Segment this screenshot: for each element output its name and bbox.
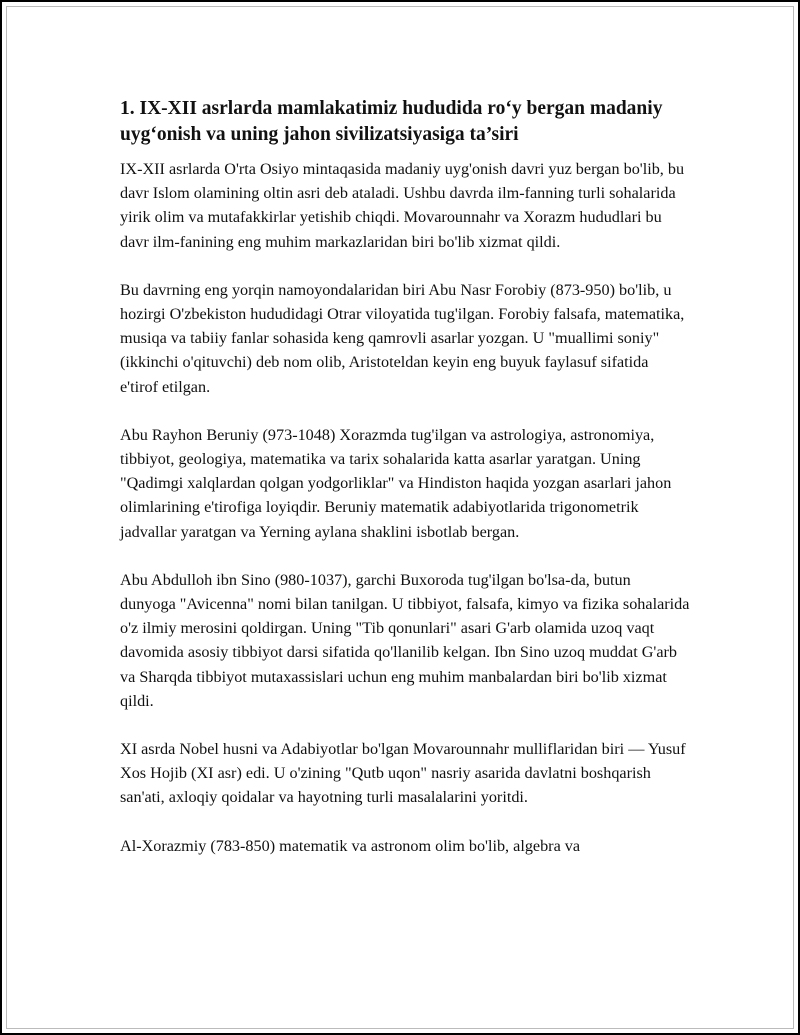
- paragraph-al-xorazmiy: Al-Xorazmiy (783-850) matematik va astronom olim bo'lib, algebra va: [120, 836, 581, 855]
- paragraph-golden-age: IX-XII asrlarda O'rta Osiyo mintaqasida madaniy uyg'onish davri yuz bergan bo'lib, bu davr Islom olamining oltin asri deb ataladi. Ushbu davrda ilm-fanning turli sohalarida yirik olim va mutafakkirlar yetishib chiqdi. Movarounnahr va Xorazm hududlari bu davr ilm-fanining eng muhim markazlaridan biri bo'lib xizmat qildi.: [120, 160, 685, 251]
- paragraph-yusuf-xos-hojib: XI asrda Nobel husni va Adabiyotlar bo'lgan Movarounnahr mulliflaridan biri — Yusuf Xos Hojib (XI asr) edi. U o'zining "Qutb uqon" nasriy asarida davlatni boshqarish san'ati, axloqiy qoidalar va hayotning turli masalalarini yoritdi.: [120, 740, 686, 807]
- paragraph-farabi: Bu davrning eng yorqin namoyondalaridan biri Abu Nasr Forobiy (873-950) bo'lib, u hozirgi O'zbekiston hududidagi Otrar viloyatida tug'ilgan. Forobiy falsafa, matematika, musiqa va tabiiy fanlar sohasida keng qamrovli asarlar yozgan. U "muallimi soniy" (ikkinchi o'qituvchi) deb nom olib, Aristoteldan keyin eng buyuk faylasuf sifatida e'tirof etilgan.: [120, 280, 685, 396]
- paragraph-beruni: Abu Rayhon Beruniy (973-1048) Xorazmda tug'ilgan va astrologiya, astronomiya, tibbiyot, geologiya, matematika va tarix sohalarida katta asarlar yaratgan. Uning "Qadimgi xalqlardan qolgan yodgorliklar" va Hindiston haqida yozgan asarlari jahon olimlarining e'tirofiga loyiqdir. Beruniy matematik adabiyotlarida trigonometrik jadvallar yaratgan va Yerning aylana shaklini isbotlab bergan.: [120, 425, 672, 541]
- document-body: [120, 96, 690, 882]
- section-heading: 1. IX-XII asrlarda mamlakatimiz hududida ro‘y bergan madaniy uyg‘onish va uning jahon sivilizatsiyasiga ta’siri: [120, 98, 663, 145]
- paragraph-ibn-sino: Abu Abdulloh ibn Sino (980-1037), garchi Buxoroda tug'ilgan bo'lsa-da, butun dunyoga "Avicenna" nomi bilan tanilgan. U tibbiyot, falsafa, kimyo va fizika sohalarida o'z ilmiy merosini qoldirgan. Uning "Tib qonunlari" asari G'arb olamida uzoq vaqt davomida asosiy tibbiyot darsi sifatida qo'llanilib kelgan. Ibn Sino uzoq muddat G'arb va Sharqda tibbiyot mutaxassislari uchun eng muhim manbalardan biri bo'lib xizmat qildi.: [120, 570, 690, 710]
